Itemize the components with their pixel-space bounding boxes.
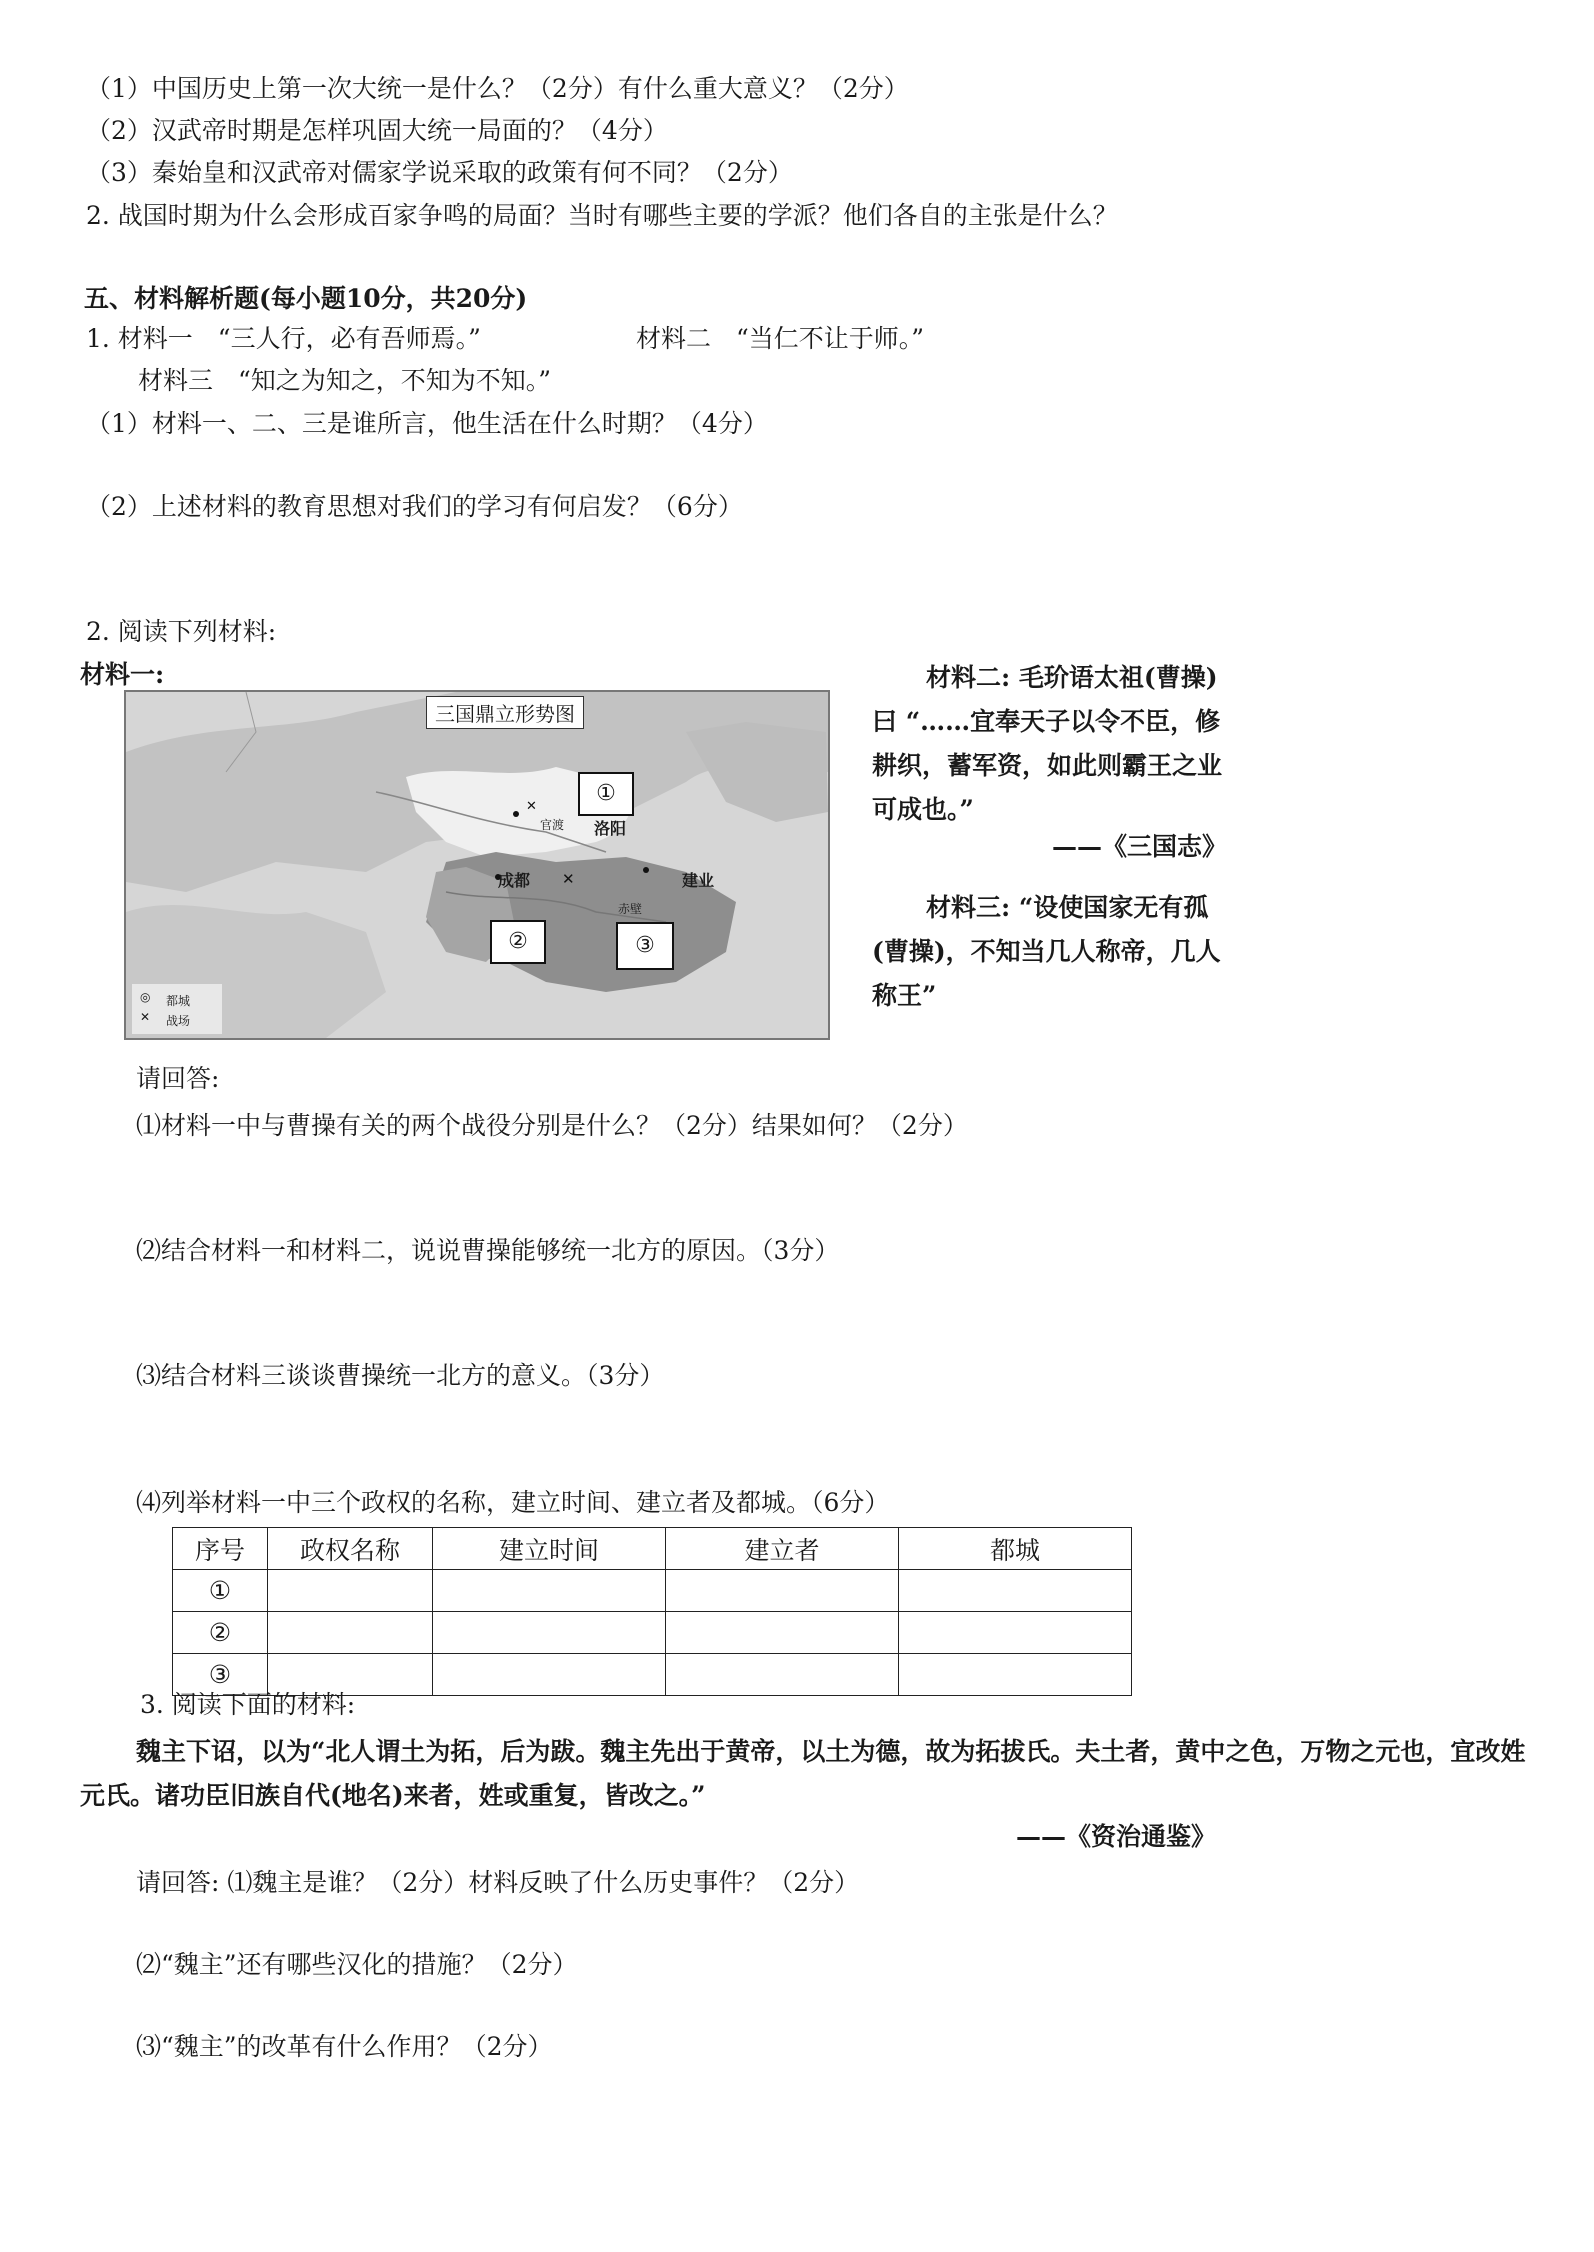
map-region-3-box: ③ (616, 922, 674, 970)
svg-text:✕: ✕ (526, 799, 537, 814)
table-header-cell: 建立时间 (433, 1528, 666, 1570)
q3-sub-2: ⑵“魏主”还有哪些汉化的措施？（2分） (136, 1950, 578, 1979)
answer-table (172, 1527, 1132, 1696)
q2-sub-1: ⑴材料一中与曹操有关的两个战役分别是什么？（2分）结果如何？（2分） (136, 1111, 968, 1140)
table-cell[interactable] (268, 1612, 433, 1654)
q3-sub-3: ⑶“魏主”的改革有什么作用？（2分） (136, 2032, 553, 2061)
q-hanwudi: （2）汉武帝时期是怎样巩固大统一局面的？（4分） (86, 116, 668, 145)
material-2-source: ——《三国志》 (1052, 832, 1228, 861)
q-hundred-schools: 2. 战国时期为什么会形成百家争鸣的局面？当时有哪些主要的学派？他们各自的主张是什么？ (86, 201, 1118, 230)
table-header-cell: 政权名称 (268, 1528, 433, 1570)
map-region-2-box: ② (490, 920, 546, 964)
map-label-luoyang: 洛阳 (594, 819, 627, 838)
table-cell[interactable] (433, 1654, 666, 1696)
q1-material-1: 1. 材料一 “三人行，必有吾师焉。” (86, 324, 481, 353)
table-cell[interactable] (899, 1654, 1132, 1696)
q3-material: 魏主下诏，以为“北人谓土为拓，后为跋。魏主先出于黄帝，以土为德，故为拓拔氏。夫土者，黄中之色，万物之元也，宜改姓元氏。诸功臣旧族自代(地名)来者，姓或重复，皆改之。” (80, 1737, 1526, 1810)
q-confucian-policy: （3）秦始皇和汉武帝对儒家学说采取的政策有何不同？（2分） (86, 158, 793, 187)
map-label-guandu: 官渡 (540, 818, 565, 832)
q3-source: ——《资治通鉴》 (1016, 1822, 1217, 1851)
q1-sub-2: （2）上述材料的教育思想对我们的学习有何启发？（6分） (86, 492, 743, 521)
q2-sub-3: ⑶结合材料三谈谈曹操统一北方的意义。（3分） (136, 1361, 665, 1390)
table-cell[interactable] (666, 1654, 899, 1696)
table-header-cell: 建立者 (666, 1528, 899, 1570)
table-cell[interactable] (899, 1570, 1132, 1612)
map-label-chibi: 赤壁 (618, 902, 643, 916)
q3-sub-1: 请回答: ⑴魏主是谁？（2分）材料反映了什么历史事件？（2分） (136, 1868, 860, 1897)
table-header-cell: 序号 (173, 1528, 268, 1570)
table-cell[interactable] (666, 1612, 899, 1654)
table-cell[interactable] (666, 1570, 899, 1612)
table-cell[interactable] (433, 1570, 666, 1612)
legend-capital-label: 都城 (166, 994, 191, 1008)
table-cell[interactable] (899, 1612, 1132, 1654)
table-header-cell: 都城 (899, 1528, 1132, 1570)
legend-capital-icon: ◎ (140, 990, 151, 1004)
table-row (173, 1612, 1132, 1654)
material-1-label: 材料一: (80, 660, 165, 689)
table-row-index: ③ (173, 1654, 268, 1696)
q2-sub-4: ⑷列举材料一中三个政权的名称，建立时间、建立者及都城。（6分） (136, 1488, 890, 1517)
q1-sub-1: （1）材料一、二、三是谁所言，他生活在什么时期？（4分） (86, 409, 768, 438)
material-3: 材料三: “设使国家无有孤(曹操)，不知当几人称帝，几人称王” (872, 893, 1221, 1010)
material-2: 材料二: 毛玠语太祖(曹操)曰 “……宜奉天子以令不臣，修耕织，蓄军资，如此则霸王之业可成也。” (872, 663, 1223, 824)
legend-battle-label: 战场 (166, 1014, 191, 1028)
table-header-row (173, 1528, 1132, 1570)
map-region-1-box: ① (578, 772, 634, 816)
legend-battle-icon: ✕ (140, 1010, 151, 1024)
q1-material-3: 材料三 “知之为知之，不知为不知。” (138, 366, 552, 395)
table-cell[interactable] (433, 1612, 666, 1654)
svg-text:✕: ✕ (562, 870, 575, 888)
three-kingdoms-map (124, 690, 830, 1040)
map-graphic (126, 692, 828, 1038)
q2-ask: 请回答: (136, 1064, 220, 1093)
q2-sub-2: ⑵结合材料一和材料二，说说曹操能够统一北方的原因。（3分） (136, 1236, 840, 1265)
table-row (173, 1570, 1132, 1612)
map-label-jianye: 建业 (682, 871, 715, 890)
section-heading: 五、材料解析题(每小题10分，共20分) (84, 284, 528, 313)
q3-heading: 3. 阅读下面的材料: (140, 1690, 356, 1719)
q1-material-2: 材料二 “当仁不让于师。” (636, 324, 925, 353)
map-label-chengdu: 成都 (498, 871, 531, 890)
table-row-index: ② (173, 1612, 268, 1654)
q2-heading: 2. 阅读下列材料: (86, 617, 277, 646)
map-title: 三国鼎立形势图 (426, 696, 584, 729)
map-legend (132, 984, 222, 1034)
q-unification: （1）中国历史上第一次大统一是什么？（2分）有什么重大意义？（2分） (86, 74, 909, 103)
table-row-index: ① (173, 1570, 268, 1612)
table-cell[interactable] (268, 1570, 433, 1612)
